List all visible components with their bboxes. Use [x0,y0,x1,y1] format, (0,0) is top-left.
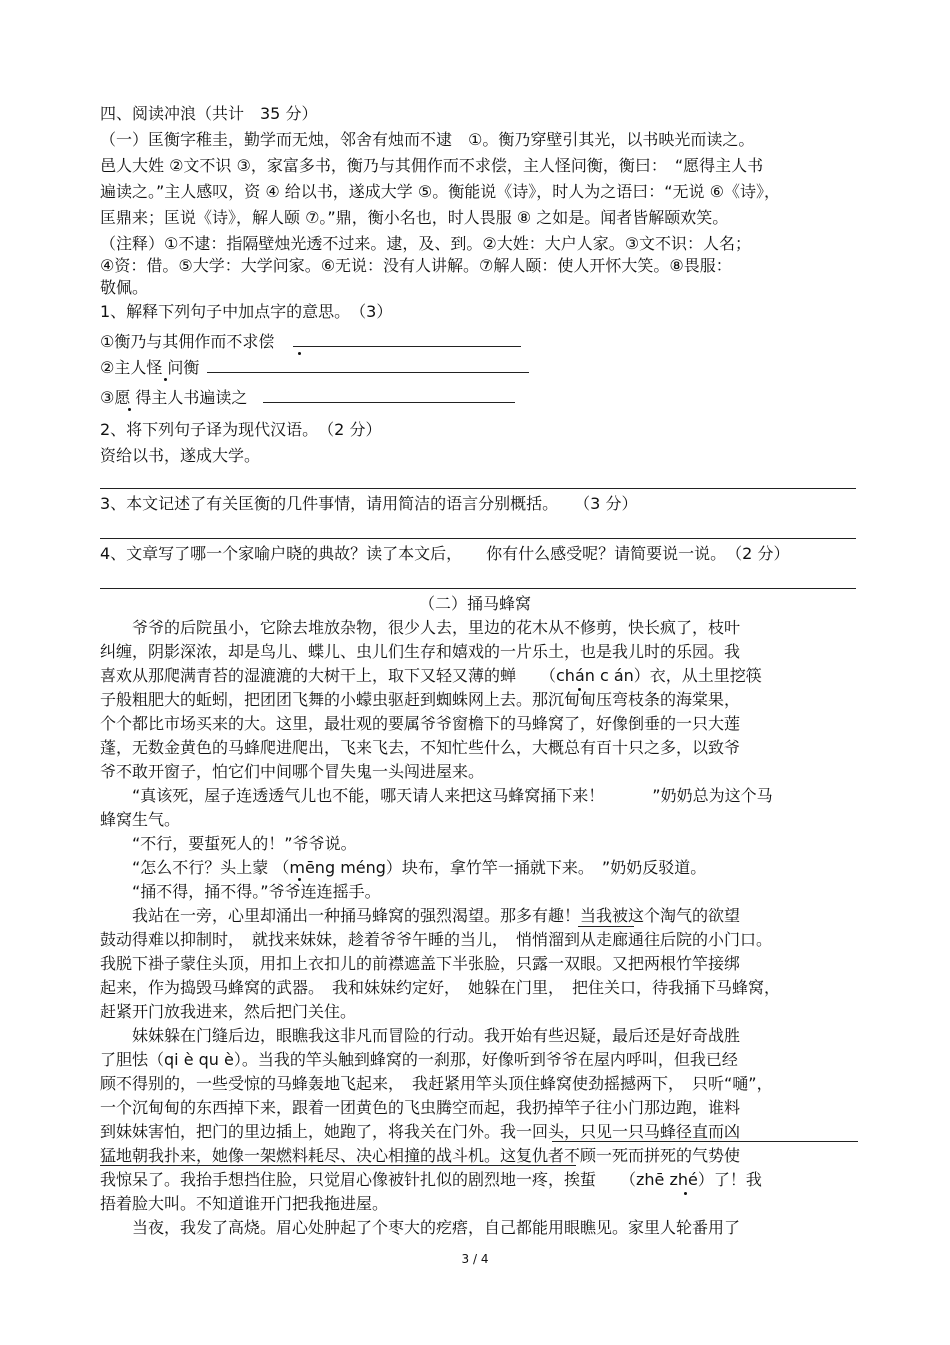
passage2-line: 起来，作为捣毁马蜂窝的武器。 我和妹妹约定好， 她躲在门里， 把住关口，待我捅下马蜂窝， [100,978,781,997]
emphasis-dot [298,878,301,881]
answer-line[interactable] [100,588,856,589]
passage2-line: “怎么不行？头上蒙 （mēng méng）块布，拿竹竿一捅就下来。 ”奶奶反驳道。 [100,858,707,877]
passage2-line: “不行，要蜇死人的！”爷爷说。 [100,834,357,853]
passage2-line: 捂着脸大叫。不知道谁开门把我拖进屋。 [100,1194,389,1213]
notes-line: （注释）①不逮：指隔壁烛光透不过来。逮，及、到。②大姓：大户人家。③文不识：人名； [100,234,752,253]
passage2-line: 爷爷的后院虽小，它除去堆放杂物，很少人去，里边的花木从不修剪，快长疯了，枝叶 [100,618,741,637]
passage2-line: 蜂窝生气。 [100,810,181,829]
passage1-line: 遍读之。”主人感叹，资 ④ 给以书，遂成大学 ⑤。衡能说《诗》，时人为之语曰：“无说 ⑥《诗》， [100,182,780,201]
passage2-line: 纠缠，阴影深浓，却是鸟儿、蝶儿、虫儿们生存和嬉戏的一片乐土，也是我儿时的乐园。我 [100,642,741,661]
section-header: 四、阅读冲浪（共计 35 分） [100,104,318,123]
q2-sentence: 资给以书，遂成大学。 [100,446,261,465]
text-underline [552,1141,858,1142]
passage2-line: 猛地朝我扑来，她像一架燃料耗尽、决心相撞的战斗机。这复仇者不顾一死而拼死的气势使 [100,1146,741,1165]
passage2-line: 一个沉甸甸的东西掉下来，跟着一团黄色的飞虫腾空而起，我扔掉竿子往小门那边跑，谁料 [100,1098,741,1117]
passage2-line: 赶紧开门放我进来，然后把门关住。 [100,1002,357,1021]
q1-item-text: ①衡乃与其佣作而不求偿 [100,332,275,351]
notes-line: 敬佩。 [100,278,149,297]
passage2-line: 个个都比市场买来的大。这里，最壮观的要属爷爷窗檐下的马蜂窝了，好像倒垂的一只大莲 [100,714,741,733]
question-2: 2、将下列句子译为现代汉语。 （2 分） [100,420,382,439]
answer-line[interactable] [100,488,856,489]
q1-item-text: ②主人怪 问衡 [100,358,200,377]
emphasis-dot [684,1192,687,1195]
passage2-line: 蓬，无数金黄色的马蜂爬进爬出，飞来飞去，不知忙些什么，大概总有百十只之多，以致爷 [100,738,741,757]
answer-blank[interactable] [263,388,515,403]
emphasis-dot [298,352,301,355]
answer-line[interactable] [100,538,856,539]
passage2-line: “真该死，屋子连透透气儿也不能，哪天请人来把这马蜂窝捅下来！ ”奶奶总为这个马 [100,786,773,805]
q1-item-text: ③愿 得主人书遍读之 [100,388,248,407]
passage2-line: 妹妹躲在门缝后边，眼瞧我这非凡而冒险的行动。我开始有些迟疑，最后还是好奇战胜 [100,1026,741,1045]
emphasis-dot [128,408,131,411]
q1-item [100,358,529,378]
text-underline [100,1165,576,1166]
passage1-line: （一）匡衡字稚圭，勤学而无烛，邻舍有烛而不逮 ①。衡乃穿壁引其光，以书映光而读之。 [100,130,755,149]
passage1-line: 匡鼎来；匡说《诗》，解人颐 ⑦。”鼎，衡小名也，时人畏服 ⑧ 之如是。闻者皆解颐欢笑。 [100,208,729,227]
passage2-line: 我站在一旁，心里却涌出一种捅马蜂窝的强烈渴望。那多有趣！当我被这个淘气的欲望 [100,906,741,925]
passage2-title: （二）捅马蜂窝 [418,594,531,613]
answer-blank[interactable] [293,332,521,347]
q1-item [100,388,515,408]
passage2-line: 到妹妹害怕，把门的里边插上，她跑了，将我关在门外。我一回头，只见一只马蜂径直而凶 [100,1122,741,1141]
passage2-line: 我脱下褂子蒙住头顶，用扣上衣扣儿的前襟遮盖下半张脸，只露一双眼。又把两根竹竿接绑 [100,954,741,973]
passage2-line: 当夜，我发了高烧。眉心处肿起了个枣大的疙瘩，自己都能用眼瞧见。家里人轮番用了 [100,1218,741,1237]
question-1: 1、解释下列句子中加点字的意思。 （3） [100,302,393,321]
passage1-line: 邑人大姓 ②文不识 ③，家富多书，衡乃与其佣作而不求偿，主人怪问衡，衡曰： “愿得主人书 [100,156,764,175]
emphasis-dot [164,378,167,381]
passage2-line: 爷不敢开窗子，怕它们中间哪个冒失鬼一头闯进屋来。 [100,762,485,781]
text-underline [578,926,634,927]
page-number: 3 / 4 [461,1252,489,1266]
answer-blank[interactable] [207,358,529,373]
passage2-line: 鼓动得难以抑制时， 就找来妹妹，趁着爷爷午睡的当儿， 悄悄溜到从走廊通往后院的小门口。 [100,930,773,949]
passage2-line: “捅不得，捅不得。”爷爷连连摇手。 [100,882,381,901]
passage2-line: 喜欢从那爬满青苔的湿漉漉的大树干上，取下又轻又薄的蝉 （chán c án）衣，从土里挖筷 [100,666,762,685]
passage2-line: 了胆怯（qi è qu è）。当我的竿头触到蜂窝的一刹那，好像听到爷爷在屋内呼叫，但我已经 [100,1050,738,1069]
question-4: 4、文章写了哪一个家喻户晓的典故？读了本文后， 你有什么感受呢？请简要说一说。 （2 分） [100,544,790,563]
passage2-line: 我惊呆了。我抬手想挡住脸，只觉眉心像被针扎似的剧烈地一疼，挨蜇 （zhē zhé）了！我 [100,1170,762,1189]
notes-line: ④资：借。⑤大学：大学问家。⑥无说：没有人讲解。⑦解人颐：使人开怀大笑。⑧畏服： [100,256,732,275]
q1-item [100,332,521,352]
question-3: 3、本文记述了有关匡衡的几件事情，请用简洁的语言分别概括。 （3 分） [100,494,638,513]
passage2-line: 子般粗肥大的蚯蚓，把团团飞舞的小蠓虫驱赶到蜘蛛网上去。那沉甸甸压弯枝条的海棠果， [100,690,741,709]
passage2-line: 顾不得别的，一些受惊的马蜂轰地飞起来， 我赶紧用竿头顶住蜂窝使劲摇撼两下， 只听“嗵”， [100,1074,773,1093]
